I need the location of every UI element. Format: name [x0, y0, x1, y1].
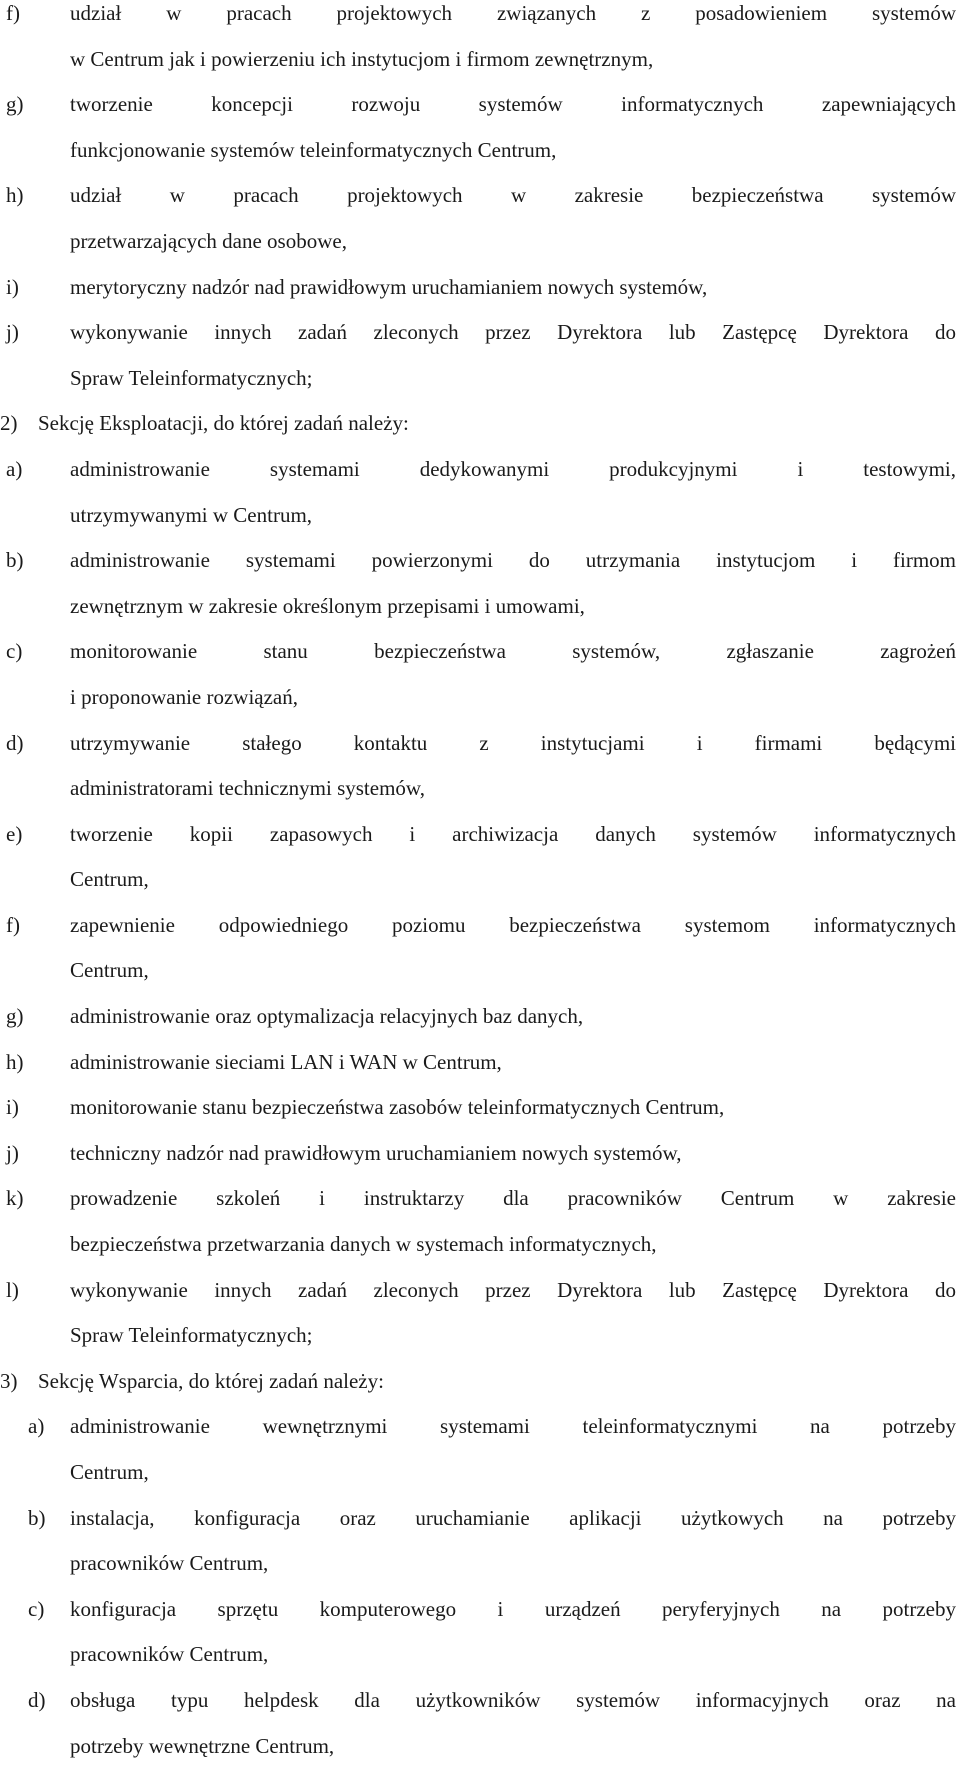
list-item: [0, 1094, 960, 1140]
list-marker: j): [6, 320, 19, 345]
list-item: [0, 1049, 960, 1095]
list-marker: a): [6, 456, 23, 481]
list-item-continuation: [0, 1641, 960, 1687]
list-item: [0, 547, 960, 593]
list-marker: h): [6, 183, 24, 208]
list-marker: 3): [0, 1368, 18, 1393]
list-marker: f): [6, 912, 20, 937]
list-item: [0, 1277, 960, 1323]
list-text: potrzeby wewnętrzne Centrum,: [70, 1733, 335, 1758]
list-text: przetwarzających dane osobowe,: [70, 228, 347, 253]
list-item-continuation: [0, 1459, 960, 1505]
list-text: zapewnienie odpowiedniego poziomu bezpieczeństwa systemom informatycznych: [70, 912, 956, 937]
list-text: Spraw Teleinformatycznych;: [70, 1323, 313, 1348]
list-item: [0, 182, 960, 228]
list-text: Spraw Teleinformatycznych;: [70, 365, 313, 390]
list-text: udział w pracach projektowych w zakresie bezpieczeństwa systemów: [70, 183, 956, 208]
list-text: tworzenie kopii zapasowych i archiwizacja danych systemów informatycznych: [70, 821, 956, 846]
list-marker: b): [28, 1505, 46, 1530]
list-item: [0, 912, 960, 958]
list-marker: l): [6, 1277, 19, 1302]
list-marker: i): [6, 274, 19, 299]
list-item-continuation: [0, 502, 960, 548]
list-item-continuation: [0, 1550, 960, 1596]
list-marker: h): [6, 1049, 24, 1074]
list-text: utrzymywanie stałego kontaktu z instytucjami i firmami będącymi: [70, 730, 956, 755]
list-text: administrowanie wewnętrznymi systemami teleinformatycznymi na potrzeby: [70, 1414, 956, 1439]
list-text: konfiguracja sprzętu komputerowego i urządzeń peryferyjnych na potrzeby: [70, 1596, 956, 1621]
list-text: administratorami technicznymi systemów,: [70, 776, 425, 801]
list-item: [0, 821, 960, 867]
list-item-continuation: [0, 46, 960, 92]
list-item: [0, 1003, 960, 1049]
list-item-continuation: [0, 775, 960, 821]
list-text: zewnętrznym w zakresie określonym przepisami i umowami,: [70, 593, 585, 618]
list-marker: c): [28, 1596, 45, 1621]
list-text: obsługa typu helpdesk dla użytkowników systemów informacyjnych oraz na: [70, 1687, 956, 1712]
list-text: techniczny nadzór nad prawidłowym uruchamianiem nowych systemów,: [70, 1140, 682, 1165]
list-item-continuation: [0, 228, 960, 274]
list-marker: k): [6, 1186, 24, 1211]
list-marker: g): [6, 92, 24, 117]
list-text: tworzenie koncepcji rozwoju systemów informatycznych zapewniających: [70, 92, 956, 117]
list-item-continuation: [0, 957, 960, 1003]
list-text: udział w pracach projektowych związanych z posadowieniem systemów: [70, 1, 956, 25]
list-text: administrowanie systemami powierzonymi do utrzymania instytucjom i firmom: [70, 548, 956, 573]
list-item-continuation: [0, 365, 960, 411]
list-item: [0, 1687, 960, 1733]
list-marker: f): [6, 1, 20, 25]
list-text: utrzymywanymi w Centrum,: [70, 502, 313, 527]
list-text: pracowników Centrum,: [70, 1551, 269, 1576]
list-text: instalacja, konfiguracja oraz uruchamianie aplikacji użytkowych na potrzeby: [70, 1505, 956, 1530]
list-marker: c): [6, 639, 23, 664]
list-text: Centrum,: [70, 1460, 149, 1484]
list-item-continuation: [0, 684, 960, 730]
list-text: prowadzenie szkoleń i instruktarzy dla pracowników Centrum w zakresie: [70, 1186, 956, 1211]
list-item: [0, 638, 960, 684]
list-text: monitorowanie stanu bezpieczeństwa systemów, zgłaszanie zagrożeń: [70, 639, 956, 664]
list-text: w Centrum jak i powierzeniu ich instytucjom i firmom zewnętrznym,: [70, 46, 654, 71]
list-item-continuation: [0, 1733, 960, 1778]
list-marker: i): [6, 1095, 19, 1120]
list-text: Sekcję Wsparcia, do której zadań należy:: [38, 1368, 384, 1393]
list-item-continuation: [0, 137, 960, 183]
list-item: [0, 91, 960, 137]
section-heading: [0, 1368, 960, 1414]
list-text: administrowanie systemami dedykowanymi produkcyjnymi i testowymi,: [70, 456, 956, 481]
list-marker: b): [6, 548, 24, 573]
list-text: Sekcję Eksploatacji, do której zadań należy:: [38, 411, 409, 436]
list-text: bezpieczeństwa przetwarzania danych w systemach informatycznych,: [70, 1232, 657, 1257]
list-item-continuation: [0, 593, 960, 639]
list-marker: d): [28, 1687, 46, 1712]
list-text: funkcjonowanie systemów teleinformatycznych Centrum,: [70, 137, 557, 162]
list-marker: a): [28, 1414, 45, 1439]
list-item-continuation: [0, 1322, 960, 1368]
list-marker: 2): [0, 411, 18, 436]
list-item: [0, 274, 960, 320]
list-item: [0, 1140, 960, 1186]
section-heading: [0, 410, 960, 456]
list-marker: d): [6, 730, 24, 755]
list-text: pracowników Centrum,: [70, 1642, 269, 1667]
list-text: administrowanie oraz optymalizacja relacyjnych baz danych,: [70, 1004, 584, 1029]
list-item: [0, 319, 960, 365]
list-marker: e): [6, 821, 23, 846]
list-text: wykonywanie innych zadań zleconych przez Dyrektora lub Zastępcę Dyrektora do: [70, 1277, 956, 1302]
list-text: merytoryczny nadzór nad prawidłowym uruchamianiem nowych systemów,: [70, 274, 708, 299]
list-item: [0, 1596, 960, 1642]
list-item: [0, 730, 960, 776]
list-item: [0, 1413, 960, 1459]
list-text: i proponowanie rozwiązań,: [70, 684, 298, 709]
list-item: [0, 1185, 960, 1231]
list-marker: g): [6, 1004, 24, 1029]
list-item: [0, 1505, 960, 1551]
list-item: [0, 456, 960, 502]
list-item: [0, 0, 960, 46]
list-text: monitorowanie stanu bezpieczeństwa zasobów teleinformatycznych Centrum,: [70, 1095, 725, 1120]
list-text: wykonywanie innych zadań zleconych przez Dyrektora lub Zastępcę Dyrektora do: [70, 320, 956, 345]
list-text: Centrum,: [70, 958, 149, 983]
list-text: Centrum,: [70, 867, 149, 892]
list-marker: j): [6, 1140, 19, 1165]
list-text: administrowanie sieciami LAN i WAN w Centrum,: [70, 1049, 502, 1074]
list-item-continuation: [0, 866, 960, 912]
list-item-continuation: [0, 1231, 960, 1277]
